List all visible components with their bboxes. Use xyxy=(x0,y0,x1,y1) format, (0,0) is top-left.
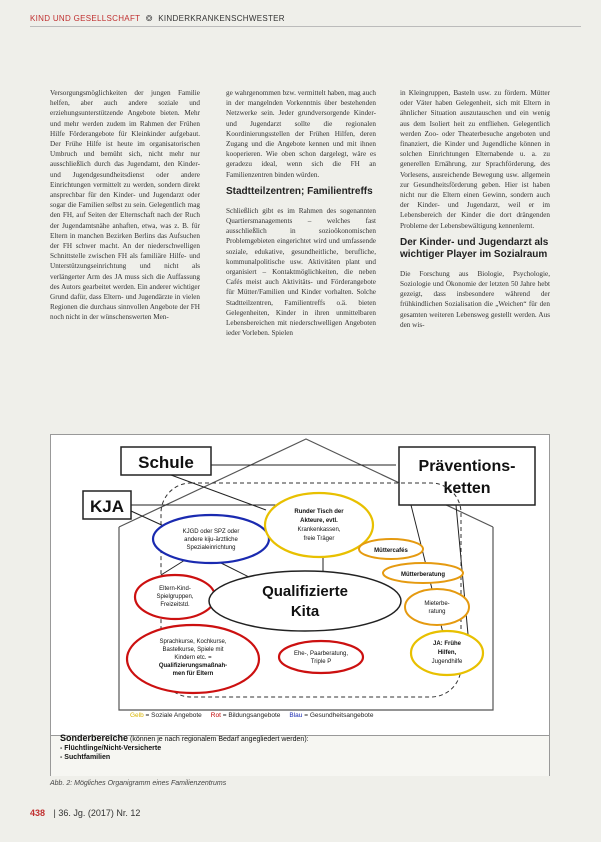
paragraph: in Kleingruppen, Basteln usw. zu fördern. Mütter oder Väter haben Gelegenheit, sich mit Eltern in ähnlicher Situation auszutauschen und ein wenig aus dem Isoliert heit zu entfliehen. Gelegentlich werden Zoo- oder Theaterbesuche angeboten und finanziert, die Kinder und Jugendliche können in solchen Einrichtungen Elternabende u. a. zu generellen Ernährung, zur Sprachförderung, des Vorlesens, ausreichende Bewegung usw. allgemein zur Gesundheitsförderung geben. Hier ist haben nicht nur die Eltern einen Gewinn, sondern auch der Kinder- und Jugendarzt, weil er im Lebensbereich der Kinder die dort drängenden Probleme der Lebensbewältigung kennenlernt. xyxy=(400,89,550,230)
legend-rot-text: = Bildungsangebote xyxy=(222,712,281,719)
color-legend xyxy=(130,712,373,719)
muettercafes-label: Müttercafés xyxy=(374,548,408,554)
paragraph: Versorgungsmöglichkeiten der jungen Familie helfen, aber auch andere soziale und erziehungsunterstützende Angebote bieten. Mehr und mehr werden zudem im Rahmen der Frühen Hilfe Förderangebote für Kleinkinder aufgebaut. Der Frühe Hilfe ist heute im organisatorischen Umbruch und bemüht sich, nicht mehr nur ausschließlich durch das Jugendamt, den Kinder- und Jugendgesundheitsdienst oder andere Einrichtungen vermittelt zu werden, sondern direkt ansprechbar für den Kinder- und Jugendarzt oder sogar die Familien selbst zu sein. Gelegentlich mag den FH, auf Seiten der Elternschaft nach der Ruch der Jugendamtsnähe anhaften, etwa, was z. B. für Eltern in manchen Bezirken Berlins das Aufsuchen der FH schwer macht. An der niederschwelligen Schnittstelle zwischen FH als familiäre Hilfe- und Unterstützungseinrichtung und nicht als verlängerter Arm des JA muss sich die Auffassung des Autors gearbeitet werden. Ein anderer wichtiger Grund dafür, dass Eltern- und Jugendärzte in vielen Regionen die durchaus sinnvollen Angebote der FH noch nicht in der wünschenswerten Men- xyxy=(50,89,200,322)
issue-info: | 36. Jg. (2017) Nr. 12 xyxy=(53,808,141,818)
ja-line1: JA: Frühe xyxy=(432,641,462,647)
paarberatung-line2: Triple P xyxy=(310,659,332,665)
ja-line2: Hilfen, xyxy=(437,650,457,656)
text-column-1 xyxy=(50,88,200,356)
paarberatung-ellipse xyxy=(279,641,363,673)
kita-label-line2: Kita xyxy=(290,603,320,620)
sonderbereiche-item: - Flüchtlinge/Nicht-Versicherte xyxy=(60,745,162,752)
ja-line3: Jugendhilfe xyxy=(431,659,463,665)
section-heading-stadtteilzentren: Stadtteilzentren; Familientreffs xyxy=(226,185,373,197)
kjgd-line3: Spezialeinrichtung xyxy=(186,545,236,551)
kita-label-line1: Qualifizierte xyxy=(262,583,348,600)
header-separator-icon: ❂ xyxy=(145,14,153,23)
mieterberatung-line1: Mieterbe- xyxy=(424,601,450,607)
sonderbereiche-block xyxy=(60,734,530,762)
eltern-kind-line2: Spielgruppen, xyxy=(156,594,194,600)
header-divider xyxy=(30,26,581,27)
runder-tisch-line1: Runder Tisch der xyxy=(294,509,344,515)
text-column-3 xyxy=(400,88,550,356)
praevention-label-line1: Präventions- xyxy=(418,458,516,475)
paragraph: Die Forschung aus Biologie, Psychologie, Soziologie und Ökonomie der letzten 50 Jahre hebt gezeigt, dass insbesondere während der frühkindlichen Sozialisation die „Weichen“ für den gesamten weiteren Lebensweg gestellt werden. Aus den wis- xyxy=(400,269,550,329)
runder-tisch-ellipse xyxy=(265,493,373,557)
legend-blau-text: = Gesundheitsangebote xyxy=(304,712,374,719)
kjgd-line2: andere kiju-ärztliche xyxy=(184,537,238,543)
organigram-diagram xyxy=(51,435,549,735)
header-subsection: KINDERKRANKENSCHWESTER xyxy=(158,14,285,23)
mutterberatung-label: Mütterberatung xyxy=(401,572,445,578)
schule-label: Schule xyxy=(138,453,194,472)
kjgd-line1: KJGD oder SPZ oder xyxy=(182,529,240,535)
praevention-label-line2: ketten xyxy=(443,480,491,497)
kja-label: KJA xyxy=(89,497,125,516)
header-section: KIND UND GESELLSCHAFT xyxy=(30,14,141,23)
legend-gelb-text: = Soziale Angebote xyxy=(145,712,202,719)
eltern-kind-line1: Eltern-Kind- xyxy=(159,586,191,592)
runder-tisch-line2: Akteure, evtl. xyxy=(300,518,338,524)
paarberatung-line1: Ehe-, Paarberatung, xyxy=(293,651,349,657)
runder-tisch-line3: Krankenkassen, xyxy=(297,527,341,533)
qualifizierte-kita-ellipse xyxy=(209,571,401,631)
sonderbereiche-title: Sonderbereiche xyxy=(60,733,129,743)
sprachkurse-line2: Bastelkurse, Spiele mit xyxy=(162,647,224,653)
mieterberatung-line2: ratung xyxy=(428,609,446,615)
paragraph: ge wahrgenommen bzw. vermittelt haben, mag auch in der mangelnden Vorkenntnis über bestehenden Netzwerke sein. Jeder grundversorgende Kinder- und Jugendarzt sollte die regionalen Koordinierungsstellen der Frühen Hilfen, deren Zugang und die Angebote kennen und mit ihnen kooperieren. Wie oben schon dargelegt, wäre es geradezu ideal, wenn sich die FH an Familienzentren binden würden. xyxy=(226,89,376,179)
organigram-figure xyxy=(50,434,550,776)
page-footer xyxy=(30,808,140,818)
sonderbereiche-note: (können je nach regionalem Bedarf angegliedert werden): xyxy=(129,736,309,743)
sprachkurse-line5: men für Eltern xyxy=(172,671,214,677)
paragraph: Schließlich gibt es im Rahmen des sogenannten Quartiersmanagements – welches fast ausschließlich in sozioökonomischen Problemgebieten eingerichtet wird und umfassende soziale, edukative, gesundheitliche, berufliche, kommunalpolitische usw. Aktivitäten plant und organisiert – Kontaktmöglichkeiten, die neben Cafés meist auch Aktivitäts- und Förderangebote für Mütter/Familien und Kinder vorhalten. Solche Stadtteilzentren, Familientreffs o.ä. bieten Gelegenheiten, Kinder in ihren unmittelbaren Lebensbereichen mit niederschwelligen Angeboten ieder Vorleben. Spielen xyxy=(226,206,376,338)
legend-gelb-word: Gelb xyxy=(130,712,144,719)
sprachkurse-line1: Sprachkurse, Kochkurse, xyxy=(159,639,227,645)
sonderbereiche-item: - Suchtfamilien xyxy=(60,754,111,761)
runder-tisch-line4: freie Träger xyxy=(303,536,335,542)
legend-blau-word: Blau xyxy=(289,712,303,719)
section-heading-kinderarzt: Der Kinder- und Jugendarzt als wichtiger Player im Sozialraum xyxy=(400,236,549,260)
eltern-kind-line3: Freizeitstd. xyxy=(160,602,190,608)
figure-caption: Abb. 2: Mögliches Organigramm eines Familienzentrums xyxy=(50,780,227,787)
sprachkurse-line3: Kindern etc. = xyxy=(174,655,212,661)
text-column-2 xyxy=(226,88,376,356)
mieterberatung-ellipse xyxy=(405,589,469,625)
running-header xyxy=(30,14,285,23)
sprachkurse-line4: Qualifizierungsmaßnah- xyxy=(158,663,228,669)
legend-rot-word: Rot xyxy=(210,712,221,719)
page-number: 438 xyxy=(30,808,46,818)
